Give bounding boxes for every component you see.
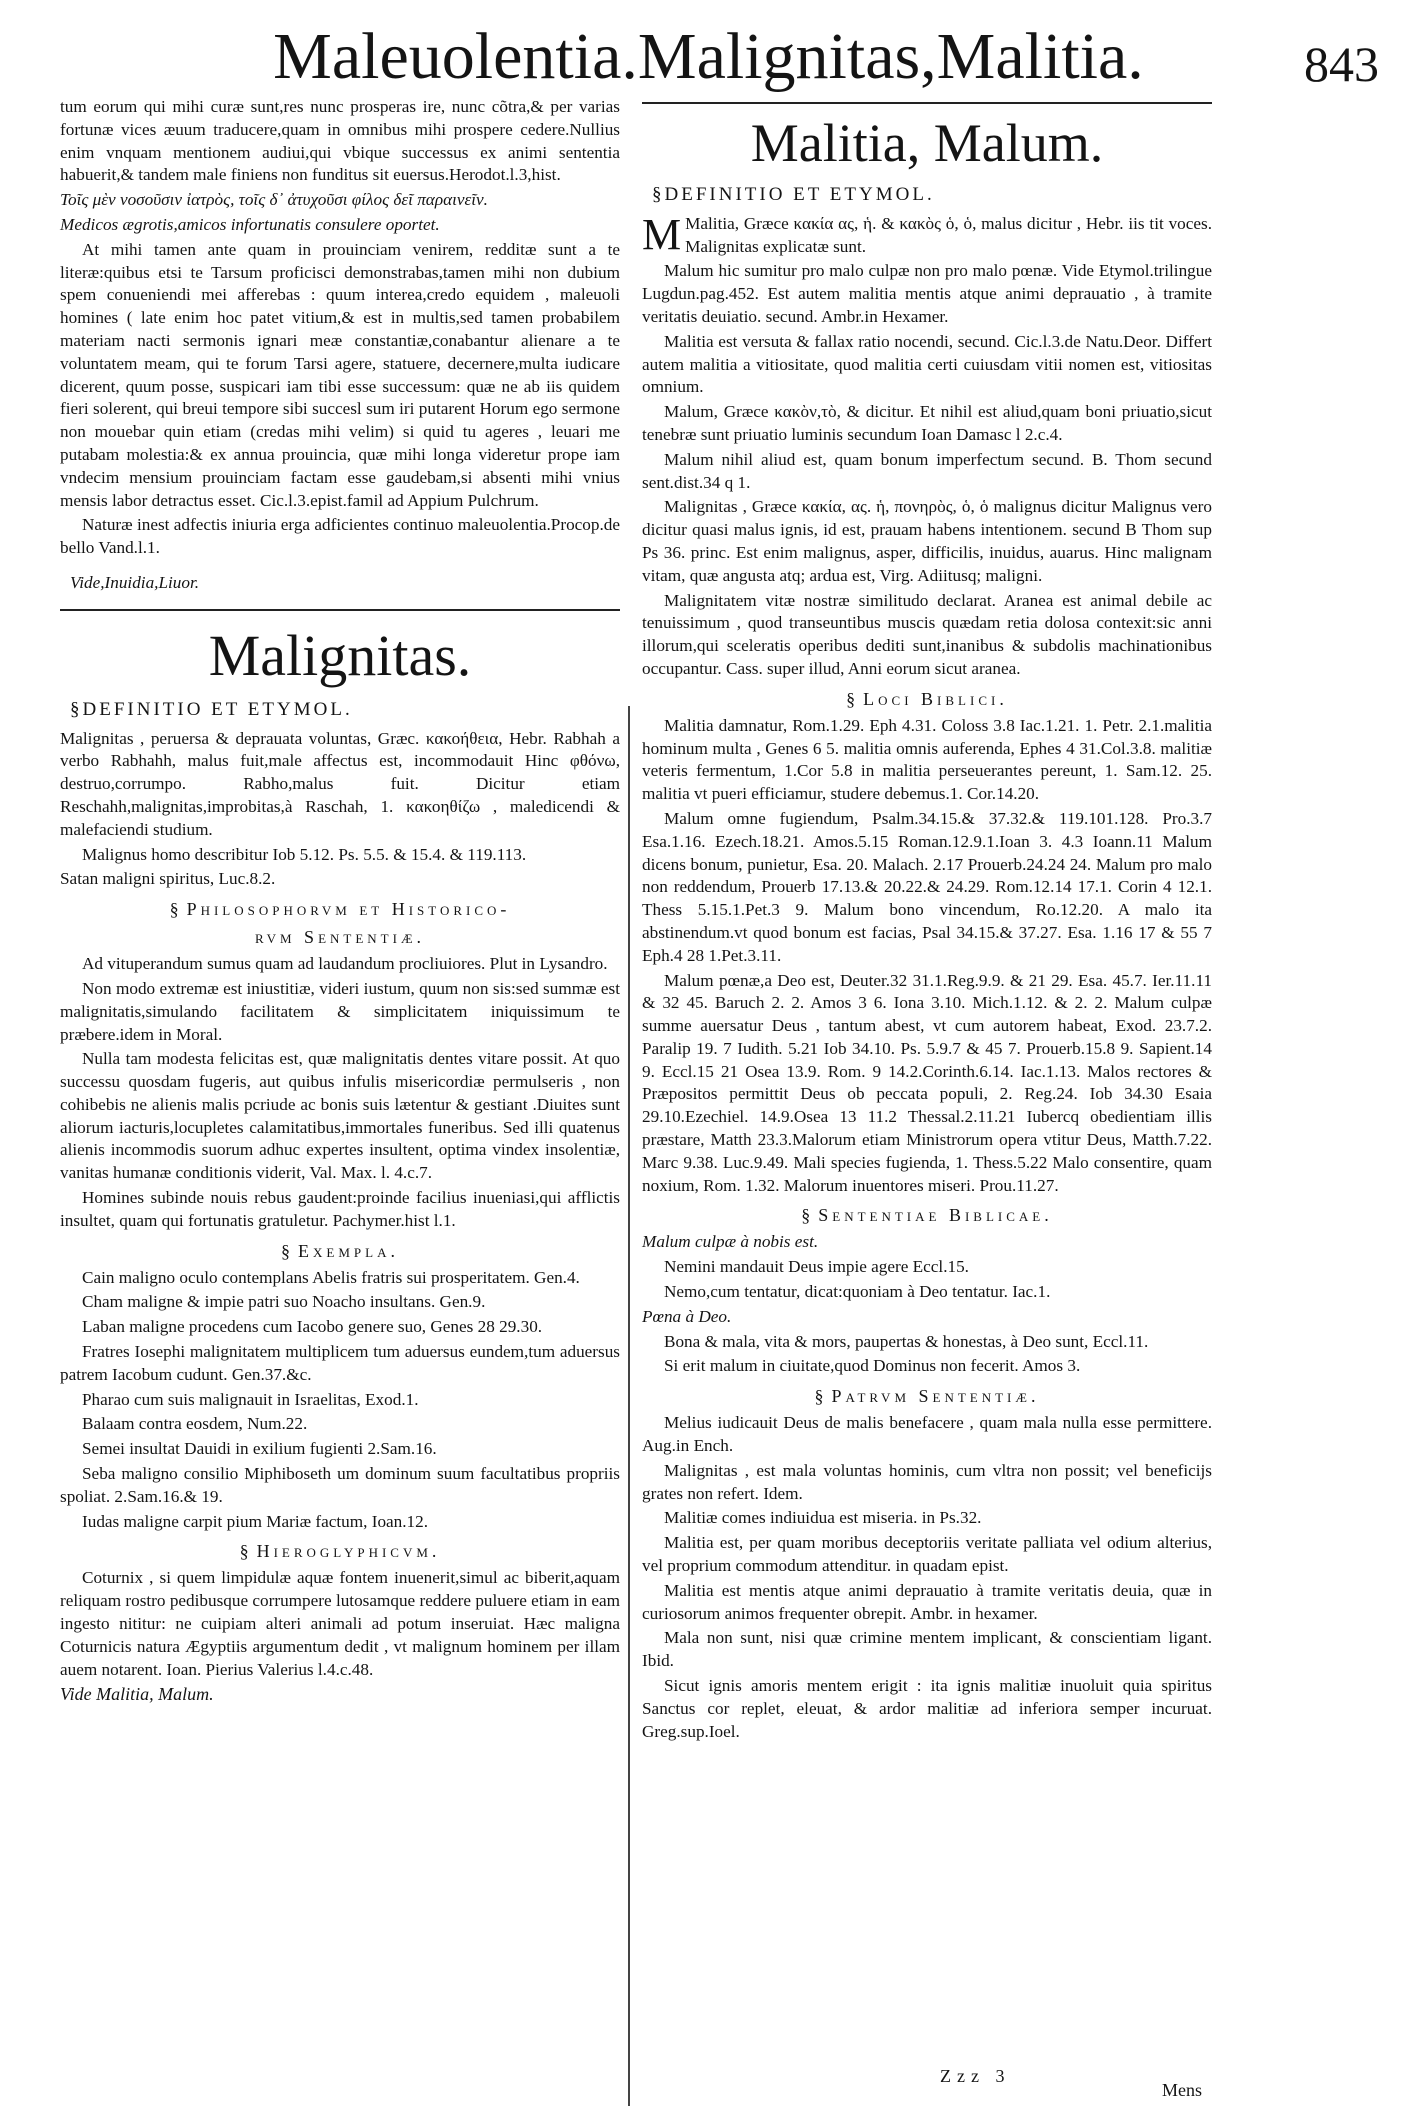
exemplum: Balaam contra eosdem, Num.22. bbox=[82, 1414, 308, 1434]
exemplum: Laban maligne procedens cum Iacobo genere suo, Genes 28 29.30. bbox=[82, 1317, 543, 1337]
locus-biblicus: Malum omne fugiendum, Psalm.34.15.& 37.32.& 119.101.128. Pro.3.7 Esa.1.16. Ezech.18.21. Amos.5.15 Roman.12.9.1.Ioan 3. 4.3 Ioann.11 Malum dicens bonum, punietur, Esa. 20. Malach. 2.17 Prouerb.24.24 24. Malum pro malo non reddendum, Prouerb 17.13.& 20.22.& 24.29. Rom.12.14 17.1. Corin 4 12.1. Thess 5.15.1.Pet.3 9. Malum bono vincendum, Ro.12.20. A malo ita abstinendum.vt quod bonum est facias, Psal 34.15.& 37.27. Esa. 1.16 17 & 55 7 Eph.4 28 1.Pet.3.11. bbox=[642, 808, 1212, 965]
drop-cap: M bbox=[642, 209, 682, 259]
sententia-biblica: Si erit malum in ciuitate,quod Dominus non fecerit. Amos 3. bbox=[664, 1356, 1081, 1376]
column-divider bbox=[628, 706, 630, 2106]
sententia-biblica: Nemo,cum tentatur, dicat:quoniam à Deo tentatur. Iac.1. bbox=[664, 1282, 1051, 1302]
malignitas-definitio-heading: §DEFINITIO ET ETYMOL. bbox=[70, 698, 353, 720]
patrum-sententia: Malitia est, per quam moribus deceptoriis veritate palliata vel odium alterius, vel proprium commodum attenditur. in quadam epist. bbox=[642, 1533, 1212, 1576]
patrum-sententia: Melius iudicauit Deus de malis benefacere , quam mala nulla esse permittere. Aug.in Ench. bbox=[642, 1413, 1212, 1456]
locus-biblicus: Malitia damnatur, Rom.1.29. Eph 4.31. Coloss 3.8 Iac.1.21. 1. Petr. 2.1.malitia hominum multa , Genes 6 5. malitia omnis auferenda, Ephes 4 31.Col.3.8. malitiæ veteris fermentum, 1.Cor 5.8 in malitia perseuerantes pereunt, 1. Sam.12. 25. malitia vt pueri efficiamur, studere debemus.1. Cor.14.20. bbox=[642, 715, 1212, 804]
loci-biblici-heading: § Loci Biblici. bbox=[846, 688, 1008, 709]
philosophorum-sententia: Nulla tam modesta felicitas est, quæ malignitatis dentes vitare possit. At quo successu quosdam fugeris, aut quibus infulis misericordiæ permulseris , non cohibebis ne alienis malis pcriude ac bonis suis lætentur & gestiant .Diuites sunt aliorum iacturis,locupletes calamitatibus,immortales funeribus. Sed illi quatenus alienis incommodis suorum adhuc expertes insultent, optima vindex insolentiæ, vanitas humanæ conditionis viderit, Val. Max. l. 4.c.7. bbox=[60, 1049, 620, 1183]
vide-invidia: Vide,Inuidia,Liuor. bbox=[70, 572, 200, 592]
hieroglyphicum-paragraph: Coturnix , si quem limpidulæ aquæ fontem inuenerit,simul ac biberit,aquam reliquam rostro pedibusque corrumpere lutosamque reddere puluere etiam in eam ingesto nititur: ne cuipiam alteri animali ad potum inseruiat. Hæc maligna Coturnicis natura Ægyptiis argumentum dedit , vt malignum hominem per illam auem notarent. Ioan. Pierius Valerius l.4.c.48. bbox=[60, 1568, 620, 1679]
philosophorum-heading-cont: rvm Sententiæ. bbox=[254, 927, 426, 948]
greek-quote: Τοῖς μὲν νοσοῦσιν ἰατρὸς, τοῖς δ᾽ ἀτυχοῦσι φίλος δεῖ παραινεῖν. bbox=[60, 190, 488, 210]
patrum-sententia: Malitiæ comes indiuidua est miseria. in Ps.32. bbox=[664, 1508, 982, 1528]
hieroglyphicum-heading: § Hieroglyphicvm. bbox=[239, 1541, 441, 1562]
malignitas-definition: Malignus homo describitur Iob 5.12. Ps. 5.5. & 15.4. & 119.113. bbox=[82, 844, 527, 864]
malitia-definition: Malignitatem vitæ nostræ similitudo declarat. Aranea est animal debile ac tenuissimum , quod transeuntibus muscis quædam retia dolosa contexit:sic anni illorum,qui sceleratis operibus dediti sunt,inanibus & subdolis machinationibus occupantur. Cass. super illud, Anni eorum sicut aranea. bbox=[642, 590, 1212, 678]
exemplum: Iudas maligne carpit pium Mariæ factum, Ioan.12. bbox=[82, 1511, 429, 1531]
left-column bbox=[60, 96, 620, 1708]
philosophorum-heading: § Philosophorvm et Historico- bbox=[169, 899, 511, 920]
philosophorum-sententia: Ad vituperandum sumus quam ad laudandum procliuiores. Plut in Lysandro. bbox=[82, 954, 608, 974]
exempla-heading: § Exempla. bbox=[281, 1240, 399, 1261]
sententia-biblica: Bona & mala, vita & mors, paupertas & honestas, à Deo sunt, Eccl.11. bbox=[664, 1331, 1149, 1351]
signature-mark: Zzz 3 bbox=[940, 2066, 1011, 2086]
vide-malitia: Vide Malitia, Malum. bbox=[60, 1684, 214, 1705]
title-rule bbox=[642, 102, 1212, 104]
malignitas-definition: Malignitas , peruersa & deprauata voluntas, Græc. κακοήθεια, Hebr. Rabhah a verbo Rabhahh, malus fuit,male affectus est, incommodauit Hinc φθόνω, destruo,corrumpo. Rabho,malus fuit. Dicitur etiam Reschahh,malignitas,improbitas,à Raschah, 1. κακοηθίζω , maledicendi & malefaciendi studium. bbox=[60, 728, 620, 839]
locus-biblicus: Malum pœnæ,a Deo est, Deuter.32 31.1.Reg.9.9. & 21 29. Esa. 45.7. Ier.11.11 & 32 45. Baruch 2. 2. Amos 3 6. Iona 3.10. Mich.1.12. & 2. 2. Malum culpæ summe auersatur Deus , tantum abest, vt cum autorem habeat, Exod. 23.7.2. Paralip 19. 7 Iudith. 5.21 Iob 34.10. Ps. 5.9.7 & 45 7. Prouerb.15.8 9. Sapient.14 9. Eccl.15 21 Osea 13.9. Rom. 9 14.2.Corinth.6.14. Iac.1.13. Malos rectores & Præpositos permittit Deus ob peccata populi, 2. Reg.24. Iob 34.30 Esaia 29.10.Ezechiel. 14.9.Osea 13 11.2 Thessal.2.11.21 Iubercq obedientiam illis præstare, Matth 23.3.Malorum etiam Ministrorum opera vtitur Deus, Matth.7.22. Marc 9.38. Luc.9.49. Mali species fugienda, 1. Thess.5.22 Malo consentire, quam noxium, Rom. 1.32. Malorum inuentores miseri. Prou.11.27. bbox=[642, 970, 1212, 1195]
malitia-definition: Malitia est versuta & fallax ratio nocendi, secund. Cic.l.3.de Natu.Deor. Differt autem malitia a vitiositate, quod malitia certi cuiusdam vitii nomen est, vitiositas omnium. bbox=[642, 331, 1212, 397]
sententia-subtitle: Pœna à Deo. bbox=[642, 1306, 732, 1326]
malitia-title: Malitia, Malum. bbox=[750, 113, 1104, 173]
exemplum: Seba maligno consilio Miphiboseth um dominum suum facultatibus propriis spoliat. 2.Sam.16.& 19. bbox=[60, 1464, 620, 1506]
malitia-definition: Malignitas , Græce κακία, ας. ἡ, πονηρὸς, ὁ, ὁ malignus dicitur Malignus vero dicitur quasi malus ignis, id est, prauam habens intentionem. secund B Thom sup Ps 36. princ. Est enim malignus, asper, difficilis, inuidus, auarus. Hinc malignam vitam, quæ angusta atq; ardua est, Virg. Adiitusq; maligni. bbox=[642, 497, 1212, 585]
patrum-sententia: Mala non sunt, nisi quæ crimine mentem implicant, & conscientiam ligant. Ibid. bbox=[642, 1628, 1212, 1671]
sententia-subtitle: Malum culpæ à nobis est. bbox=[642, 1232, 819, 1252]
section-rule bbox=[60, 609, 620, 611]
malitia-definitio-heading: §DEFINITIO ET ETYMOL. bbox=[652, 184, 935, 205]
exemplum: Pharao cum suis malignauit in Israelitas, Exod.1. bbox=[82, 1389, 419, 1409]
exemplum: Cham maligne & impie patri suo Noacho insultans. Gen.9. bbox=[82, 1292, 486, 1312]
malitia-definition: Malum nihil aliud est, quam bonum imperfectum secund. B. Thom secund sent.dist.34 q 1. bbox=[642, 449, 1212, 492]
maleuolentia-paragraph: Naturæ inest adfectis iniuria erga adficientes continuo maleuolentia.Procop.de bello Vand.l.1. bbox=[60, 515, 620, 558]
exemplum: Fratres Iosephi malignitatem multiplicem tum aduersus eundem,tum aduersus patrem Iacobum cudunt. Gen.37.&c. bbox=[60, 1342, 620, 1384]
malitia-definition: Malum, Græce κακὸν,τὸ, & dicitur. Et nihil est aliud,quam boni priuatio,sicut tenebræ sunt priuatio luminis secundum Ioan Damasc l 2.c.4. bbox=[642, 402, 1212, 444]
page-number: 843 bbox=[1304, 36, 1379, 92]
sententia-biblica: Nemini mandauit Deus impie agere Eccl.15. bbox=[664, 1257, 969, 1277]
philosophorum-sententia: Non modo extremæ est iniustitiæ, videri iustum, quum non sis:sed summæ est malignitatis,simulando facilitatem & simplicitatem iniquissimum te præbere.idem in Moral. bbox=[60, 978, 620, 1044]
malignitas-definition: Satan maligni spiritus, Luc.8.2. bbox=[60, 869, 276, 889]
exemplum: Cain maligno oculo contemplans Abelis fratris sui prosperitatem. Gen.4. bbox=[82, 1267, 580, 1287]
sententiae-biblicae-heading: § Sententiae Biblicae. bbox=[801, 1205, 1053, 1226]
philosophorum-sententia: Homines subinde nouis rebus gaudent:proinde facilius inueniasi,qui afflictis insultet, quam qui fortunatis gratuletur. Pachymer.hist l.1. bbox=[60, 1188, 620, 1230]
patrum-sententia: Malitia est mentis atque animi deprauatio à tramite veritatis deuia, quæ in curiosorum animos frequenter obrepit. Ambr. in hexamer. bbox=[642, 1580, 1212, 1623]
latin-quote: Medicos ægrotis,amicos infortunatis consulere oportet. bbox=[60, 214, 440, 234]
maleuolentia-paragraph: At mihi tamen ante quam in prouinciam venirem, redditæ sunt a te literæ:quibus etsi te Tarsum proficisci demonstrabas,tamen mihi non dubium spem conueniendi mei afferebas : quum interea,credo equidem , maleuoli homines ( late enim hoc patet vitium,& est in multis,sed tamen probabilem materiam nacti sermonis ignari meæ constantiæ,conabantur alienare a te voluntatem meam, qui te forum Tarsi agere, statuere, decernere,multa iudicare dicerent, quum posse, suspicari iam tibi esse successum: quæ ne ab iis quidem fieri solerent, qui breui tempore sibi succesl sum iri putarent Horum ego sermone non mouebar quin etiam (credas mihi velim) si quid tu ageres , leuari me putabam molestia:& ex annua prouincia, quæ mihi longa videretur prope iam vndecim mensium prouinciam factam esse gaudebam,si absenti mihi vnius mensis labor detractus esset. Cic.l.3.epist.famil ad Appium Pulchrum. bbox=[60, 239, 620, 510]
patrum-sententia: Sicut ignis amoris mentem erigit : ita ignis malitiæ inuoluit quia spiritus Sanctus cor replet, eleuat, & ardor malitiæ ad inferiora semper incuruat. Greg.sup.Ioel. bbox=[642, 1676, 1212, 1741]
malignitas-title: Malignitas. bbox=[208, 622, 472, 688]
exemplum: Semei insultat Dauidi in exilium fugienti 2.Sam.16. bbox=[82, 1439, 437, 1459]
right-column bbox=[642, 96, 1212, 1745]
running-head-title: Maleuolentia.Malignitas,Malitia. bbox=[273, 20, 1144, 93]
patrum-sententiae-heading: § Patrvm Sententiæ. bbox=[814, 1386, 1040, 1407]
patrum-sententia: Malignitas , est mala voluntas hominis, cum vltra non possit; vel beneficijs grates non refert. Idem. bbox=[642, 1460, 1212, 1503]
catchword: Mens bbox=[1162, 2080, 1202, 2100]
maleuolentia-continuation: tum eorum qui mihi curæ sunt,res nunc prosperas ire, nunc cõtra,& per varias fortunæ vices æuum traducere,quam in omnibus mihi prospere cedere.Nullius enim vnquam mentionem audiui,qui vbique successus ex animi sententia habuerit,& tandem male finiens non funditus sit euersus.Herodot.l.3,hist. bbox=[60, 97, 620, 185]
malitia-definition: M Malitia, Græce κακία ας, ἡ. & κακὸς ὁ, ὁ, malus dicitur , Hebr. iis tit voces. Malignitas explicatæ sunt. bbox=[642, 209, 1212, 259]
malitia-definition: Malum hic sumitur pro malo culpæ non pro malo pœnæ. Vide Etymol.trilingue Lugdun.pag.452. Est autem malitia mentis atque animi deprauatio , à tramite veritatis deuiatio. secund. Ambr.in Hexamer. bbox=[642, 261, 1212, 326]
